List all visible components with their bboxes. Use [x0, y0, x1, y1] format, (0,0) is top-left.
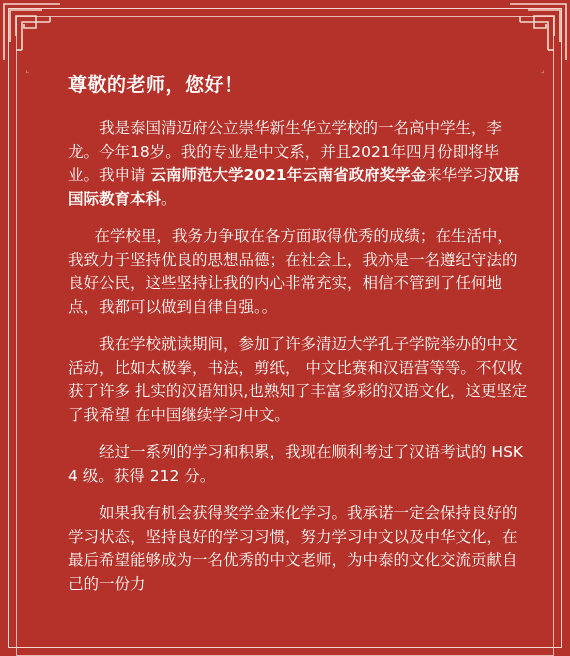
corner-ornament-icon	[508, 2, 568, 62]
text-segment-bold: 云南师范大学2021年云南省政府奖学金	[150, 166, 427, 184]
paragraph-hsk	[68, 441, 528, 488]
text-segment: 我是泰国清迈府公立崇华新生华立学校的一名高中学生，李龙。今年18岁。我的专业是中文系，并且2021年四月份即将毕业。我申请	[68, 119, 503, 184]
text-segment: 在学校里，我务力争取在各方面取得优秀的成绩；在生活中，我致力于坚持优良的思想品德；在社会上，我亦是一名遵纪守法的良好公民，这些坚持让我的内心非常充实，相信不管到了任何地点，我都可以做到自律自强。。	[68, 227, 518, 316]
text-segment: 来华学习	[426, 166, 489, 184]
text-segment: 如果我有机会获得奖学金来化学习。我承诺一定会保持良好的学习状态，坚持良好的学习习惯，努力学习中文以及中华文化，在最后希望能够成为一名优秀的中文老师，为中泰的文化交流贡献自己的一份力	[68, 504, 518, 593]
paragraph-commitment	[68, 502, 528, 596]
paragraph-school-life	[68, 225, 528, 319]
letter-greeting: 尊敬的老师，您好！	[68, 74, 244, 96]
text-segment: 我在学校就读期间，参加了许多清迈大学孔子学院举办的中文活动，比如太极拳，书法，剪纸， 中文比赛和汉语营等等。不仅收获了许多 扎实的汉语知识,也熟知了丰富多彩的汉语文化，这更坚定了我希望 在中国继续学习中文。	[68, 335, 528, 424]
corner-ornament-icon	[2, 2, 62, 62]
letter-body	[68, 70, 528, 610]
text-segment: 经过一系列的学习和积累，我现在顺利考过了汉语考试的 HSK 4 级。获得 212 分。	[68, 443, 524, 485]
paragraph-intro	[68, 117, 528, 211]
side-ornament-icon	[2, 70, 62, 84]
text-segment: 。	[161, 189, 177, 208]
paragraph-activities	[68, 333, 528, 427]
text-segment-bold: 汉语国际教育本科	[68, 166, 520, 208]
